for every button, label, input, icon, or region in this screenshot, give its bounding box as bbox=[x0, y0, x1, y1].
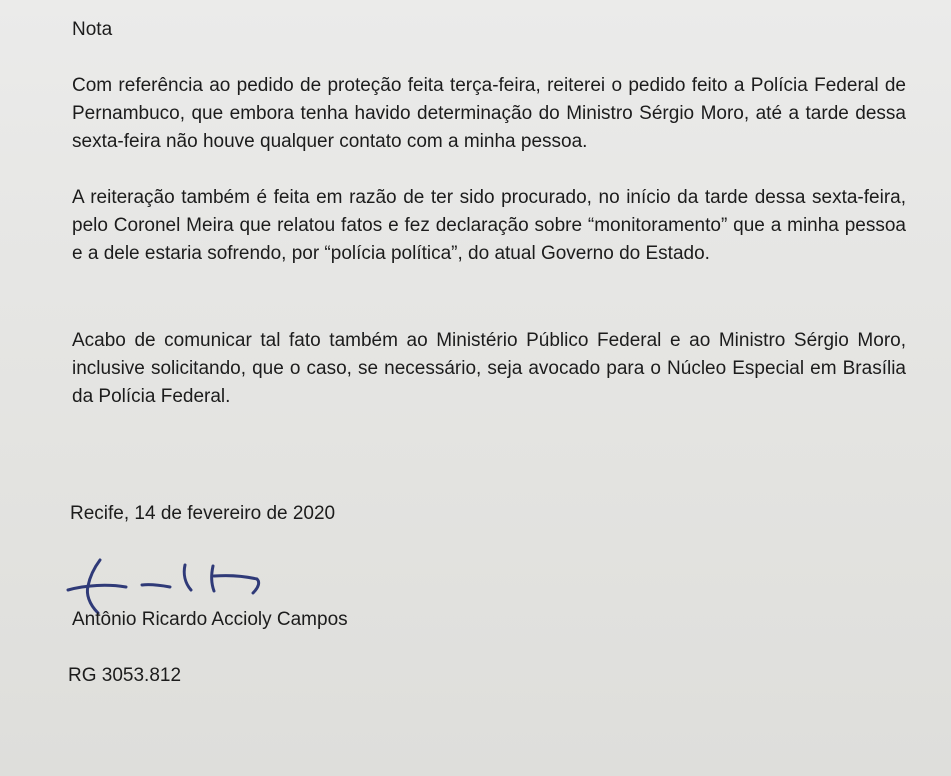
place-date: Recife, 14 de fevereiro de 2020 bbox=[70, 503, 336, 524]
paragraph-1: Com referência ao pedido de proteção feita terça-feira, reiterei o pedido feito a Polícia Federal de Pernambuco, que embora tenha havido determinação do Ministro Sérgio Moro, até a tarde dessa sexta-feira não houve qualquer contato com a minha pessoa. bbox=[72, 75, 906, 152]
signer-name: Antônio Ricardo Accioly Campos bbox=[72, 609, 348, 630]
note-title: Nota bbox=[72, 19, 113, 40]
id-number: RG 3053.812 bbox=[68, 665, 182, 686]
paragraph-2: A reiteração também é feita em razão de ter sido procurado, no início da tarde dessa sexta-feira, pelo Coronel Meira que relatou fatos e fez declaração sobre “monitoramento” que a minha pessoa e a dele estaria sofrendo, por “polícia política”, do atual Governo do Estado. bbox=[72, 187, 906, 264]
paragraph-3: Acabo de comunicar tal fato também ao Ministério Público Federal e ao Ministro Sérgio Moro, inclusive solicitando, que o caso, se necessário, seja avocado para o Núcleo Especial em Brasília da Polícia Federal. bbox=[72, 330, 906, 407]
